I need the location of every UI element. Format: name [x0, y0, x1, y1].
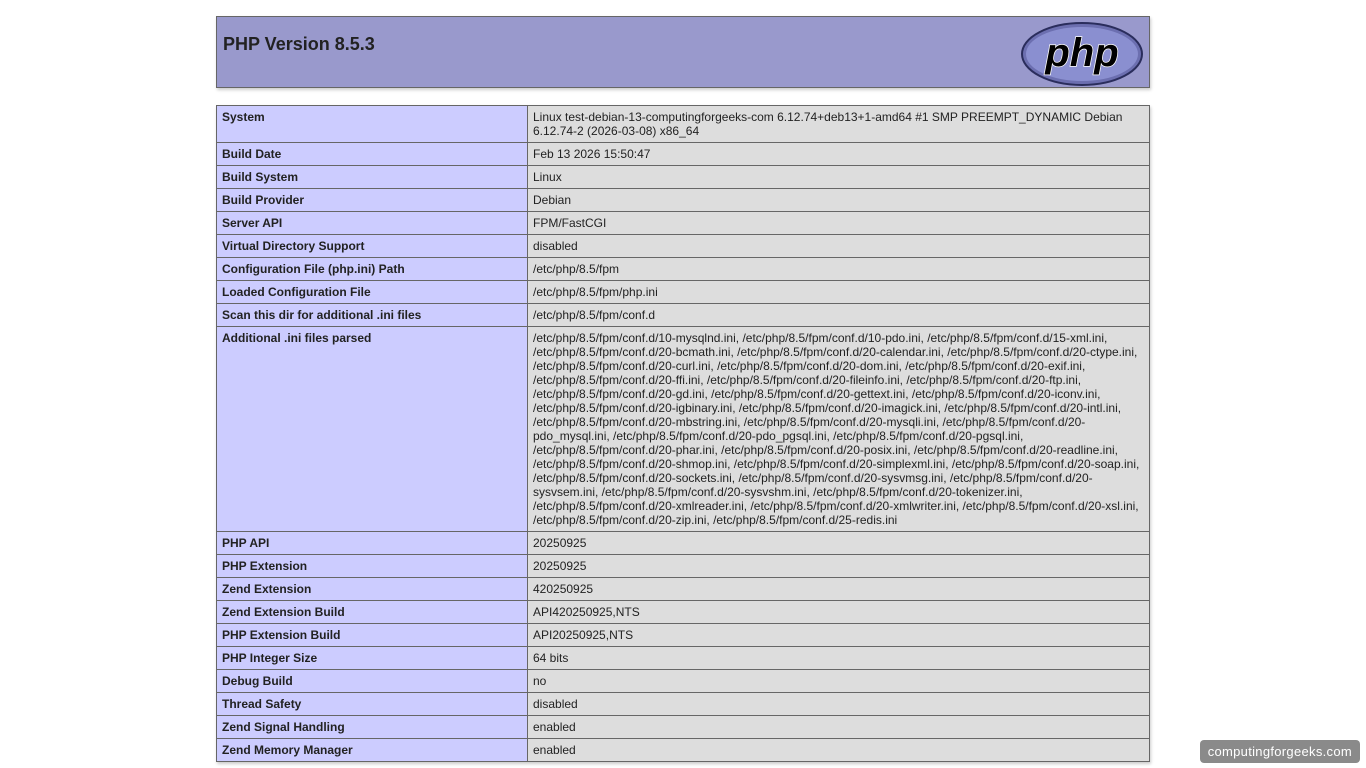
row-value: 420250925	[528, 578, 1150, 601]
table-row	[217, 258, 1150, 281]
row-label: Build Date	[217, 143, 528, 166]
row-label: Zend Memory Manager	[217, 739, 528, 762]
row-value: Feb 13 2026 15:50:47	[528, 143, 1150, 166]
table-row	[217, 304, 1150, 327]
row-value: Linux test-debian-13-computingforgeeks-com 6.12.74+deb13+1-amd64 #1 SMP PREEMPT_DYNAMIC Debian 6.12.74-2 (2026-03-08) x86_64	[528, 106, 1150, 143]
table-row	[217, 647, 1150, 670]
table-row	[217, 532, 1150, 555]
row-value: /etc/php/8.5/fpm/conf.d	[528, 304, 1150, 327]
row-label: Zend Signal Handling	[217, 716, 528, 739]
php-version-header	[216, 16, 1150, 88]
row-value: API20250925,NTS	[528, 624, 1150, 647]
row-label: Thread Safety	[217, 693, 528, 716]
row-value: /etc/php/8.5/fpm/php.ini	[528, 281, 1150, 304]
table-row	[217, 166, 1150, 189]
table-row	[217, 327, 1150, 532]
table-row	[217, 235, 1150, 258]
row-label: Configuration File (php.ini) Path	[217, 258, 528, 281]
table-row	[217, 212, 1150, 235]
row-value: /etc/php/8.5/fpm	[528, 258, 1150, 281]
table-row	[217, 693, 1150, 716]
table-row	[217, 739, 1150, 762]
row-value: API420250925,NTS	[528, 601, 1150, 624]
row-value: 20250925	[528, 555, 1150, 578]
table-row	[217, 578, 1150, 601]
php-info-table	[216, 105, 1150, 762]
table-row	[217, 143, 1150, 166]
row-label: Build Provider	[217, 189, 528, 212]
row-label: Build System	[217, 166, 528, 189]
table-row	[217, 189, 1150, 212]
row-value: /etc/php/8.5/fpm/conf.d/10-mysqlnd.ini, /etc/php/8.5/fpm/conf.d/10-pdo.ini, /etc/php/8.5/fpm/conf.d/15-xml.ini, /etc/php/8.5/fpm/conf.d/20-bcmath.ini, /etc/php/8.5/fpm/conf.d/20-calendar.ini, /etc/php/8.5/fpm/conf.d/20-ctype.ini, /etc/php/8.5/fpm/conf.d/20-curl.ini, /etc/php/8.5/fpm/conf.d/20-dom.ini, /etc/php/8.5/fpm/conf.d/20-exif.ini, /etc/php/8.5/fpm/conf.d/20-ffi.ini, /etc/php/8.5/fpm/conf.d/20-fileinfo.ini, /etc/php/8.5/fpm/conf.d/20-ftp.ini, /etc/php/8.5/fpm/conf.d/20-gd.ini, /etc/php/8.5/fpm/conf.d/20-gettext.ini, /etc/php/8.5/fpm/conf.d/20-iconv.ini, /etc/php/8.5/fpm/conf.d/20-igbinary.ini, /etc/php/8.5/fpm/conf.d/20-imagick.ini, /etc/php/8.5/fpm/conf.d/20-intl.ini, /etc/php/8.5/fpm/conf.d/20-mbstring.ini, /etc/php/8.5/fpm/conf.d/20-mysqli.ini, /etc/php/8.5/fpm/conf.d/20-pdo_mysql.ini, /etc/php/8.5/fpm/conf.d/20-pdo_pgsql.ini, /etc/php/8.5/fpm/conf.d/20-pgsql.ini, /etc/php/8.5/fpm/conf.d/20-phar.ini, /etc/php/8.5/fpm/conf.d/20-posix.ini, /etc/php/8.5/fpm/conf.d/20-readline.ini, /etc/php/8.5/fpm/conf.d/20-shmop.ini, /etc/php/8.5/fpm/conf.d/20-simplexml.ini, /etc/php/8.5/fpm/conf.d/20-soap.ini, /etc/php/8.5/fpm/conf.d/20-sockets.ini, /etc/php/8.5/fpm/conf.d/20-sysvmsg.ini, /etc/php/8.5/fpm/conf.d/20-sysvsem.ini, /etc/php/8.5/fpm/conf.d/20-sysvshm.ini, /etc/php/8.5/fpm/conf.d/20-tokenizer.ini, /etc/php/8.5/fpm/conf.d/20-xmlreader.ini, /etc/php/8.5/fpm/conf.d/20-xmlwriter.ini, /etc/php/8.5/fpm/conf.d/20-xsl.ini, /etc/php/8.5/fpm/conf.d/20-zip.ini, /etc/php/8.5/fpm/conf.d/25-redis.ini	[528, 327, 1150, 532]
row-label: Virtual Directory Support	[217, 235, 528, 258]
table-row	[217, 601, 1150, 624]
row-label: Scan this dir for additional .ini files	[217, 304, 528, 327]
row-label: Additional .ini files parsed	[217, 327, 528, 532]
phpinfo-page	[216, 16, 1150, 762]
row-label: Zend Extension	[217, 578, 528, 601]
page-title: PHP Version 8.5.3	[223, 34, 375, 54]
row-value: disabled	[528, 693, 1150, 716]
row-value: Debian	[528, 189, 1150, 212]
row-label: PHP Extension Build	[217, 624, 528, 647]
row-label: Zend Extension Build	[217, 601, 528, 624]
php-logo-icon[interactable]	[1020, 21, 1144, 87]
row-value: Linux	[528, 166, 1150, 189]
row-label: PHP Integer Size	[217, 647, 528, 670]
row-value: disabled	[528, 235, 1150, 258]
row-value: 20250925	[528, 532, 1150, 555]
row-value: 64 bits	[528, 647, 1150, 670]
row-value: enabled	[528, 739, 1150, 762]
table-row	[217, 106, 1150, 143]
row-label: PHP API	[217, 532, 528, 555]
table-row	[217, 670, 1150, 693]
row-label: Server API	[217, 212, 528, 235]
table-row	[217, 716, 1150, 739]
row-value: no	[528, 670, 1150, 693]
svg-text:php: php	[1045, 31, 1119, 75]
row-label: System	[217, 106, 528, 143]
table-row	[217, 624, 1150, 647]
watermark-badge: computingforgeeks.com	[1200, 740, 1360, 763]
row-label: Debug Build	[217, 670, 528, 693]
row-label: PHP Extension	[217, 555, 528, 578]
table-row	[217, 281, 1150, 304]
row-value: enabled	[528, 716, 1150, 739]
row-label: Loaded Configuration File	[217, 281, 528, 304]
table-row	[217, 555, 1150, 578]
row-value: FPM/FastCGI	[528, 212, 1150, 235]
